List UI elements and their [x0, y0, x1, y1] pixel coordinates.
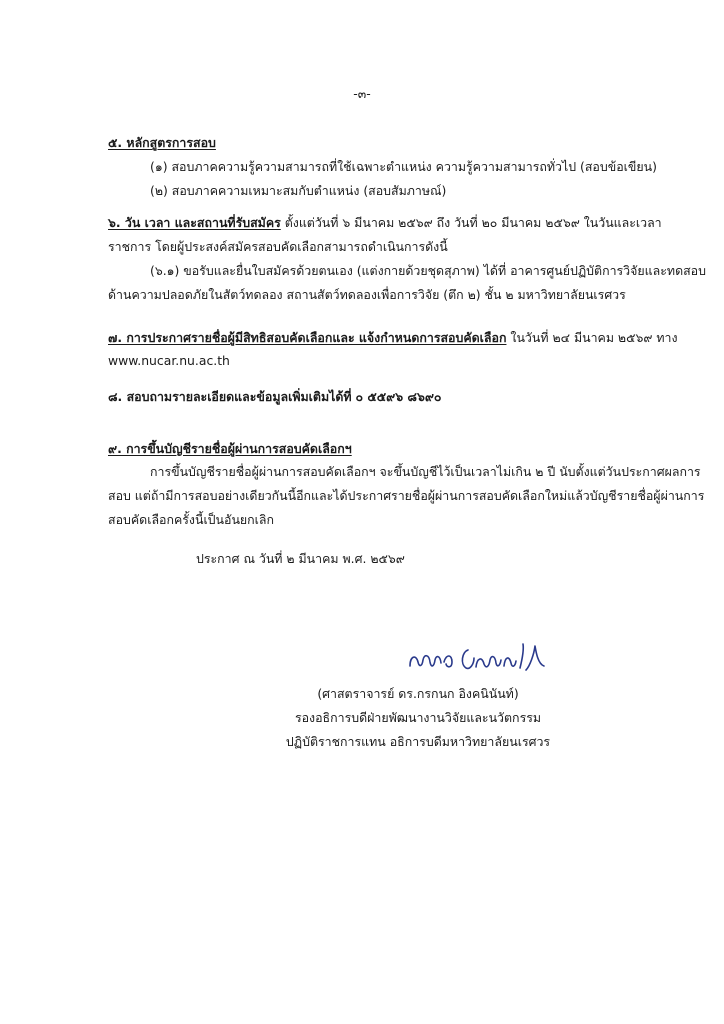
signer-title-2: ปฏิบัติราชการแทน อธิการบดีมหาวิทยาลัยนเรศวร — [285, 734, 551, 749]
section-9-heading: ๙. การขึ้นบัญชีรายชื่อผู้ผ่านการสอบคัดเลือกฯ — [108, 441, 352, 456]
section-6-heading: ๖. วัน เวลา และสถานที่รับสมัคร — [108, 215, 281, 230]
section-7-website-link[interactable]: www.nucar.nu.ac.th — [108, 353, 230, 368]
signature-image — [404, 640, 550, 676]
announcement-date: ประกาศ ณ วันที่ ๒ มีนาคม พ.ศ. ๒๕๖๙ — [196, 551, 405, 566]
section-6-sub-1-line-2: ด้านความปลอดภัยในสัตว์ทดลอง สถานสัตว์ทดลองเพื่อการวิจัย (ตึก ๒) ชั้น ๒ มหาวิทยาลัยนเรศวร — [108, 287, 626, 302]
section-5-heading: ๕. หลักสูตรการสอบ — [108, 135, 216, 150]
section-8-phone: ๐ ๕๕๙๖ ๘๖๙๐ — [355, 389, 442, 404]
section-8-line — [108, 389, 441, 405]
signer-name: (ศาสตราจารย์ ดร.กรกนก อิงคนินันท์) — [317, 686, 519, 701]
section-7-heading: ๗. การประกาศรายชื่อผู้มีสิทธิสอบคัดเลือกและ แจ้งกำหนดการสอบคัดเลือก — [108, 330, 507, 345]
section-6-line-2: ราชการ โดยผู้ประสงค์สมัครสอบคัดเลือกสามารถดำเนินการดังนี้ — [108, 239, 448, 254]
section-5-item-1: (๑) สอบภาคความรู้ความสามารถที่ใช้เฉพาะตำแหน่ง ความรู้ความสามารถทั่วไป (สอบข้อเขียน) — [150, 159, 657, 174]
section-8-heading: ๘. สอบถามรายละเอียดและข้อมูลเพิ่มเติมได้ที่ — [108, 389, 352, 404]
signer-title-1: รองอธิการบดีฝ่ายพัฒนางานวิจัยและนวัตกรรม — [294, 710, 542, 725]
page-number: -๓- — [353, 86, 371, 101]
section-6-line-1 — [108, 215, 662, 231]
section-7-date: ในวันที่ ๒๔ มีนาคม ๒๕๖๙ ทาง — [506, 330, 678, 345]
section-9-line-1: การขึ้นบัญชีรายชื่อผู้ผ่านการสอบคัดเลือกฯ จะขึ้นบัญชีไว้เป็นเวลาไม่เกิน ๒ ปี นับตั้งแต่วันประกาศผลการ — [150, 464, 701, 479]
section-6-date-range: ตั้งแต่วันที่ ๖ มีนาคม ๒๕๖๙ ถึง วันที่ ๒๐ มีนาคม ๒๕๖๙ ในวันและเวลา — [280, 215, 662, 230]
section-9-line-2: สอบ แต่ถ้ามีการสอบอย่างเดียวกันนี้อีกและได้ประกาศรายชื่อผู้ผ่านการสอบคัดเลือกใหม่แล้วบัญชีรายชื่อผู้ผ่านการ — [108, 488, 705, 503]
section-7-line-1 — [108, 330, 678, 346]
section-5-item-2: (๒) สอบภาคความเหมาะสมกับตำแหน่ง (สอบสัมภาษณ์) — [150, 183, 447, 198]
section-6-sub-1-line-1: (๖.๑) ขอรับและยื่นใบสมัครด้วยตนเอง (แต่งกายด้วยชุดสุภาพ) ได้ที่ อาคารศูนย์ปฏิบัติการวิจัยและทดสอบ — [150, 263, 706, 278]
section-9-line-3: สอบคัดเลือกครั้งนี้เป็นอันยกเลิก — [108, 512, 275, 527]
